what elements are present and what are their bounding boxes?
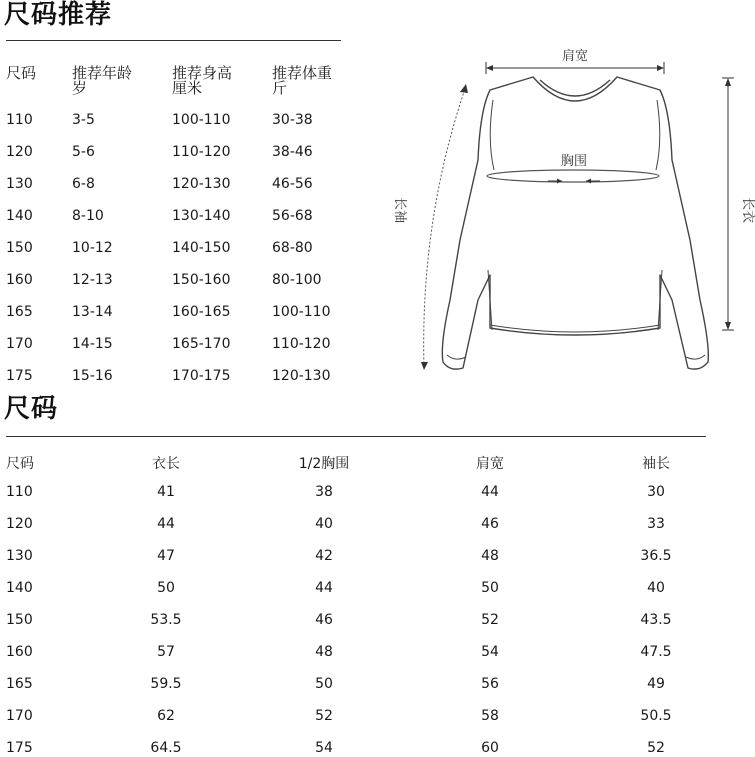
sizes-cell-size: 160 (6, 644, 33, 660)
recommend-cell-height: 130-140 (172, 208, 231, 224)
sizes-cell-sleeve: 49 (647, 676, 665, 692)
recommend-cell-age: 14-15 (72, 336, 113, 352)
sizes-cell-length: 44 (157, 516, 175, 532)
sizes-cell-half-chest: 52 (315, 708, 333, 724)
sizes-cell-length: 47 (157, 548, 175, 564)
sizes-cell-half-chest: 38 (315, 484, 333, 500)
sizes-cell-length: 57 (157, 644, 175, 660)
recommend-cell-age: 15-16 (72, 368, 113, 384)
recommend-cell-size: 170 (6, 336, 33, 352)
sizes-divider (6, 436, 706, 437)
recommend-header-size: 尺码 (6, 64, 37, 82)
recommend-cell-size: 140 (6, 208, 33, 224)
sizes-cell-length: 64.5 (150, 740, 182, 756)
sizes-cell-size: 150 (6, 612, 33, 628)
sizes-cell-sleeve: 43.5 (640, 612, 672, 628)
recommend-cell-height: 150-160 (172, 272, 231, 288)
recommend-cell-height: 170-175 (172, 368, 231, 384)
sizes-cell-sleeve: 33 (647, 516, 665, 532)
sizes-header-shoulder: 肩宽 (476, 456, 504, 472)
sizes-cell-length: 50 (157, 580, 175, 596)
sizes-cell-shoulder: 52 (481, 612, 499, 628)
sizes-cell-size: 165 (6, 676, 33, 692)
recommend-cell-age: 10-12 (72, 240, 113, 256)
recommend-cell-weight: 68-80 (272, 240, 313, 256)
sizes-header-size: 尺码 (6, 456, 34, 472)
sizes-header-half-chest: 1/2胸围 (298, 456, 350, 472)
recommend-cell-weight: 120-130 (272, 368, 331, 384)
sizes-cell-length: 59.5 (150, 676, 182, 692)
sizes-cell-length: 41 (157, 484, 175, 500)
sizes-cell-shoulder: 46 (481, 516, 499, 532)
recommend-cell-height: 160-165 (172, 304, 231, 320)
sleeve-measure (392, 84, 468, 370)
sizes-cell-half-chest: 54 (315, 740, 333, 756)
recommend-cell-height: 110-120 (172, 144, 231, 160)
sizes-cell-size: 170 (6, 708, 33, 724)
recommend-cell-height: 165-170 (172, 336, 231, 352)
sizes-cell-size: 140 (6, 580, 33, 596)
sizes-cell-sleeve: 36.5 (640, 548, 672, 564)
sizes-cell-length: 53.5 (150, 612, 182, 628)
recommend-cell-size: 120 (6, 144, 33, 160)
length-measure (722, 78, 755, 330)
sizes-cell-shoulder: 58 (481, 708, 499, 724)
sizes-cell-sleeve: 40 (647, 580, 665, 596)
recommend-cell-height: 140-150 (172, 240, 231, 256)
recommend-cell-size: 165 (6, 304, 33, 320)
sizes-title: 尺码 (4, 394, 59, 424)
sizes-cell-shoulder: 60 (481, 740, 499, 756)
sizes-cell-length: 62 (157, 708, 175, 724)
recommend-cell-size: 160 (6, 272, 33, 288)
recommend-divider (6, 40, 341, 41)
recommend-cell-age: 3-5 (72, 112, 95, 128)
recommend-cell-age: 13-14 (72, 304, 113, 320)
shoulder-measure (486, 49, 664, 74)
recommend-cell-weight: 100-110 (272, 304, 331, 320)
sizes-cell-sleeve: 47.5 (640, 644, 672, 660)
chest-measure (487, 154, 659, 184)
sizes-cell-size: 130 (6, 548, 33, 564)
sleeve-label: 长袖 (392, 196, 407, 224)
sizes-cell-sleeve: 30 (647, 484, 665, 500)
shoulder-label: 肩宽 (561, 49, 589, 64)
sizes-cell-shoulder: 44 (481, 484, 499, 500)
recommend-header-weight: 推荐体重斤 (272, 64, 333, 97)
recommend-cell-weight: 56-68 (272, 208, 313, 224)
recommend-header-age: 推荐年龄岁 (72, 64, 133, 97)
garment-diagram (380, 40, 755, 385)
sizes-cell-half-chest: 40 (315, 516, 333, 532)
length-label: 长衣 (740, 196, 755, 224)
sizes-cell-half-chest: 44 (315, 580, 333, 596)
recommend-cell-weight: 30-38 (272, 112, 313, 128)
recommend-cell-age: 12-13 (72, 272, 113, 288)
recommend-cell-weight: 38-46 (272, 144, 313, 160)
sizes-cell-size: 175 (6, 740, 33, 756)
recommend-title: 尺码推荐 (4, 0, 113, 30)
recommend-cell-height: 120-130 (172, 176, 231, 192)
sizes-cell-half-chest: 50 (315, 676, 333, 692)
sizes-cell-shoulder: 56 (481, 676, 499, 692)
sizes-cell-shoulder: 54 (481, 644, 499, 660)
recommend-cell-weight: 80-100 (272, 272, 322, 288)
recommend-cell-height: 100-110 (172, 112, 231, 128)
recommend-cell-size: 110 (6, 112, 33, 128)
sizes-cell-sleeve: 52 (647, 740, 665, 756)
sizes-cell-half-chest: 46 (315, 612, 333, 628)
recommend-cell-size: 175 (6, 368, 33, 384)
sizes-cell-shoulder: 50 (481, 580, 499, 596)
sizes-cell-sleeve: 50.5 (640, 708, 672, 724)
recommend-cell-weight: 46-56 (272, 176, 313, 192)
sizes-header-sleeve: 袖长 (642, 456, 670, 472)
shirt-outline (442, 77, 708, 369)
sizes-cell-shoulder: 48 (481, 548, 499, 564)
recommend-header-height: 推荐身高厘米 (172, 64, 233, 97)
recommend-cell-age: 8-10 (72, 208, 104, 224)
recommend-cell-age: 5-6 (72, 144, 95, 160)
sizes-cell-half-chest: 42 (315, 548, 333, 564)
recommend-cell-size: 150 (6, 240, 33, 256)
recommend-cell-size: 130 (6, 176, 33, 192)
sizes-cell-size: 110 (6, 484, 33, 500)
sizes-cell-size: 120 (6, 516, 33, 532)
chest-label: 胸围 (560, 154, 588, 169)
recommend-cell-age: 6-8 (72, 176, 95, 192)
recommend-cell-weight: 110-120 (272, 336, 331, 352)
sizes-cell-half-chest: 48 (315, 644, 333, 660)
sizes-header-length: 衣长 (152, 456, 180, 472)
